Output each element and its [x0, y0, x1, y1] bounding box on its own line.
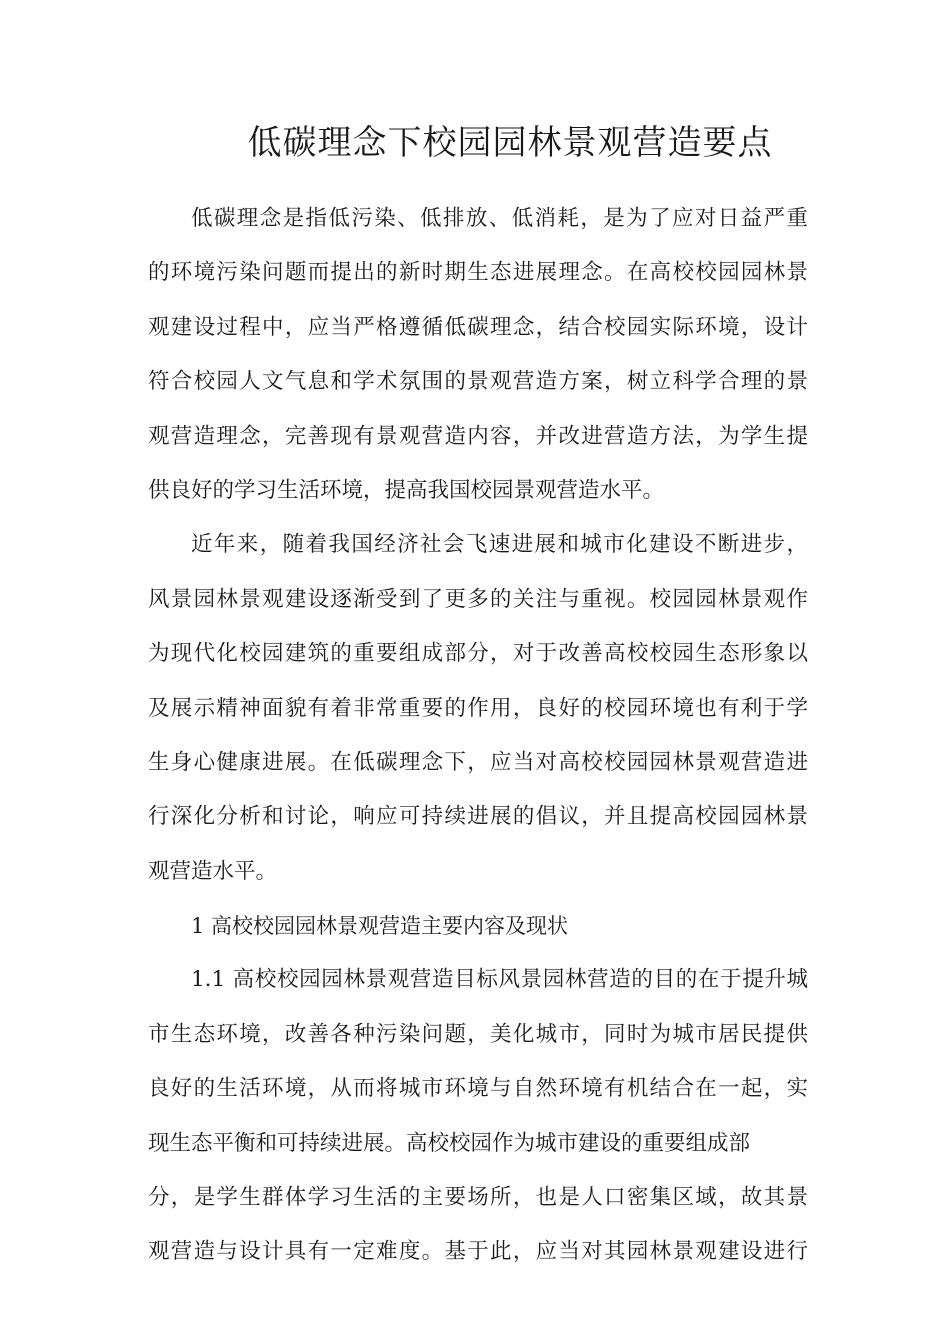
- paragraph-2-line-3: 为现代化校园建筑的重要组成部分，对于改善高校校园生态形象以: [148, 641, 808, 667]
- paragraph-2-line-2: 风景园林景观建设逐渐受到了更多的关注与重视。校园园林景观作: [148, 586, 808, 612]
- paragraph-3-line-1: 1.1 高校校园园林景观营造目标风景园林营造的目的在于提升城: [191, 967, 808, 993]
- paragraph-2-line-5: 生身心健康进展。在低碳理念下，应当对高校校园园林景观营造进: [148, 749, 808, 775]
- paragraph-1-line-6: 供良好的学习生活环境，提高我国校园景观营造水平。: [148, 477, 665, 503]
- paragraph-2-line-6: 行深化分析和讨论，响应可持续进展的倡议，并且提高校园园林景: [148, 804, 808, 830]
- document-body: [148, 192, 808, 1280]
- paragraph-1-line-4: 符合校园人文气息和学术氛围的景观营造方案，树立科学合理的景: [148, 369, 808, 395]
- paragraph-1-line-2: 的环境污染问题而提出的新时期生态进展理念。在高校校园园林景: [148, 260, 808, 286]
- paragraph-1-line-3: 观建设过程中，应当严格遵循低碳理念，结合校园实际环境，设计: [148, 314, 808, 340]
- paragraph-2-line-4: 及展示精神面貌有着非常重要的作用，良好的校园环境也有利于学: [148, 695, 808, 721]
- section-heading-1: 1 高校校园园林景观营造主要内容及现状: [191, 914, 569, 939]
- paragraph-2-line-1: 近年来，随着我国经济社会飞速进展和城市化建设不断进步，: [191, 532, 808, 558]
- document-title: 低碳理念下校园园林景观营造要点: [247, 123, 773, 163]
- paragraph-3-line-6: 观营造与设计具有一定难度。基于此，应当对其园林景观建设进行: [148, 1239, 808, 1265]
- paragraph-2-line-7: 观营造水平。: [148, 858, 278, 884]
- paragraph-3-line-2: 市生态环境，改善各种污染问题，美化城市，同时为城市居民提供: [148, 1021, 808, 1047]
- paragraph-3-line-5: 分，是学生群体学习生活的主要场所，也是人口密集区域，故其景: [148, 1185, 808, 1211]
- paragraph-3-line-3: 良好的生活环境，从而将城市环境与自然环境有机结合在一起，实: [148, 1076, 808, 1102]
- paragraph-1-line-1: 低碳理念是指低污染、低排放、低消耗，是为了应对日益严重: [191, 206, 808, 231]
- paragraph-3-line-4: 现生态平衡和可持续进展。高校校园作为城市建设的重要组成部: [148, 1130, 751, 1156]
- paragraph-1-line-5: 观营造理念，完善现有景观营造内容，并改进营造方法，为学生提: [148, 423, 808, 449]
